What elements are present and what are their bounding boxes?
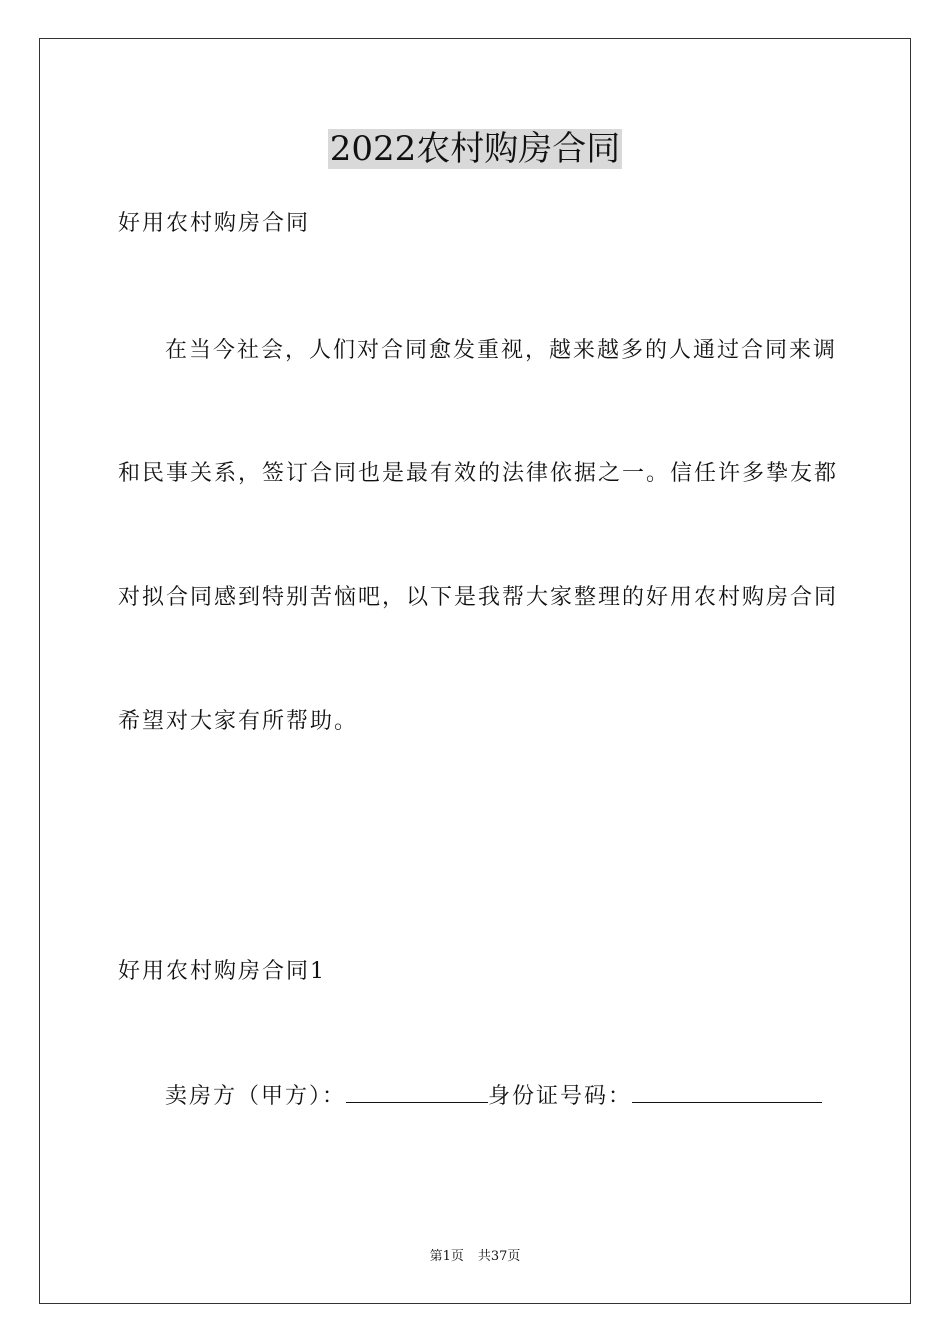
page-number-total: 共37页 — [477, 1249, 521, 1264]
section-heading: 好用农村购房合同1 — [118, 959, 326, 984]
document-subtitle: 好用农村购房合同 — [118, 211, 311, 236]
document-title-text: 2022农村购房合同 — [329, 129, 621, 169]
seller-name-blank[interactable] — [346, 1080, 488, 1103]
id-number-label: 身份证号码： — [488, 1084, 633, 1109]
paragraph-line-1: 在当今社会，人们对合同愈发重视，越来越多的人通过合同来调 — [165, 338, 838, 363]
paragraph-line-4: 希望对大家有所帮助。 — [118, 709, 359, 734]
id-number-blank[interactable] — [632, 1080, 822, 1103]
seller-label: 卖房方（甲方）： — [165, 1084, 347, 1109]
page-number-current: 第1页 — [429, 1249, 464, 1264]
document-title — [0, 126, 950, 172]
seller-info-line — [165, 1080, 822, 1112]
paragraph-line-3: 对拟合同感到特别苦恼吧，以下是我帮大家整理的好用农村购房合同 — [118, 585, 839, 610]
page-footer — [0, 1248, 950, 1266]
paragraph-line-2: 和民事关系，签订合同也是最有效的法律依据之一。信任许多挚友都 — [118, 461, 839, 486]
